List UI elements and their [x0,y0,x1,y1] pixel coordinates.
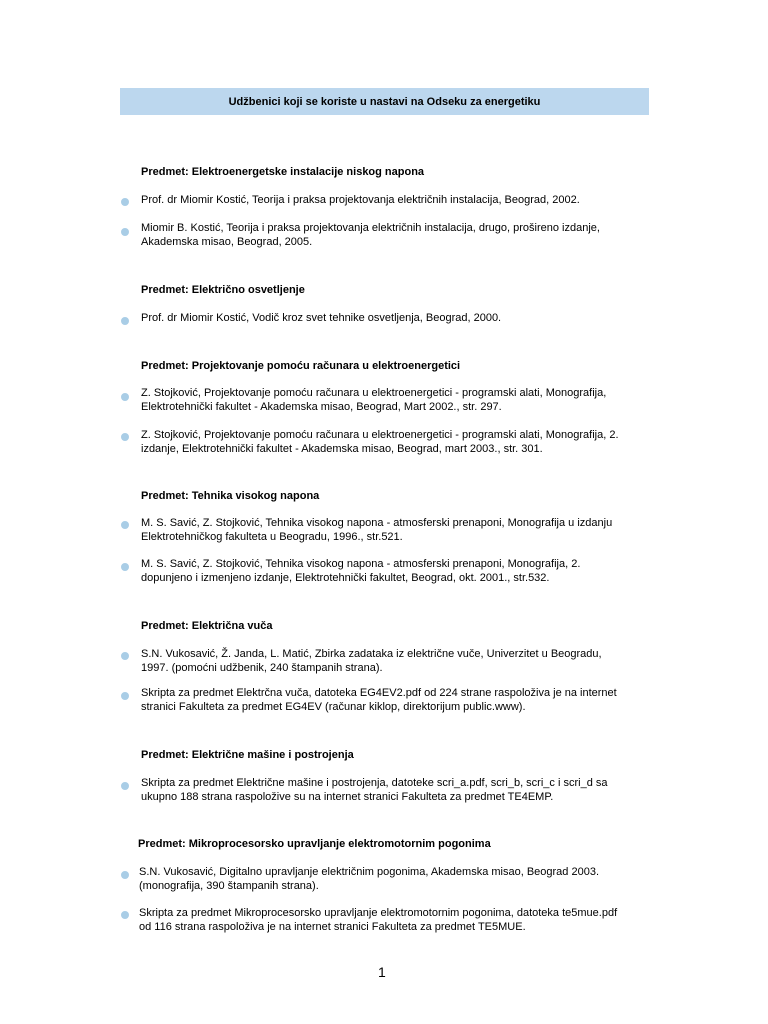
bullet-icon [121,228,129,236]
list-item-text: Skripta za predmet Mikroprocesorsko upravljanje elektromotornim pogonima, datoteka te5mue.pdf od 116 strana raspoloživa je na internet stranici Fakulteta za predmet TE5MUE. [139,907,618,933]
bullet-icon [121,652,129,660]
list-item-text: Prof. dr Miomir Kostić, Teorija i praksa projektovanja električnih instalacija, Beograd, 2002. [141,194,580,206]
list-item-text: Z. Stojković, Projektovanje pomoću računara u elektroenergetici - programski alati, Monografija, 2. izdanje, Elektrotehnički fakultet - Akademska misao, Beograd, mart 2003., str. 301. [141,429,619,455]
bullet-icon [121,521,129,529]
list-item-text: M. S. Savić, Z. Stojković, Tehnika visokog napona - atmosferski prenaponi, Monografija, 2. dopunjeno i izmenjeno izdanje, Elektrotehnički fakultet, Beograd, okt. 2001., str.532. [141,558,581,584]
bullet-icon [121,433,129,441]
bullet-icon [121,911,129,919]
bullet-icon [121,393,129,401]
page-number: 1 [378,964,386,980]
section-heading: Predmet: Električna vuča [141,620,273,632]
bullet-icon [121,782,129,790]
bullet-icon [121,317,129,325]
section-heading: Predmet: Tehnika visokog napona [141,490,320,502]
document-title [120,88,649,115]
bullet-icon [121,871,129,879]
bullet-icon [121,563,129,571]
list-item-text: M. S. Savić, Z. Stojković, Tehnika visokog napona - atmosferski prenaponi, Monografija u izdanju Elektrotehničkog fakulteta u Beogradu, 1996., str.521. [141,517,613,543]
list-item-text: S.N. Vukosavić, Ž. Janda, L. Matić, Zbirka zadataka iz električne vuče, Univerzitet u Beogradu, 1997. (pomoćni udžbenik, 240 štampanih strana). [141,648,602,674]
section-heading: Predmet: Elektroenergetske instalacije niskog napona [141,166,425,178]
section-heading: Predmet: Električne mašine i postrojenja [141,749,354,761]
list-item-text: Skripta za predmet Elektrčna vuča, datoteka EG4EV2.pdf od 224 strane raspoloživa je na internet stranici Fakulteta za predmet EG4EV (računar kiklop, direktorijum public.www). [141,687,617,713]
section-heading: Predmet: Električno osvetljenje [141,284,305,296]
list-item-text: Skripta za predmet Električne mašine i postrojenja, datoteke scri_a.pdf, scri_b, scri_c i scri_d sa ukupno 188 strana raspoložive su na internet stranici Fakulteta za predmet TE4EMP. [141,777,608,803]
bullet-icon [121,198,129,206]
list-item-text: Z. Stojković, Projektovanje pomoću računara u elektroenergetici - programski alati, Monografija, Elektrotehnički fakultet - Akademska misao, Beograd, Mart 2002., str. 297. [141,387,607,413]
list-item-text: S.N. Vukosavić, Digitalno upravljanje električnim pogonima, Akademska misao, Beograd 2003. (monografija, 390 štampanih strana). [139,866,599,892]
section-heading: Predmet: Projektovanje pomoću računara u elektroenergetici [141,360,461,372]
section-heading: Predmet: Mikroprocesorsko upravljanje elektromotornim pogonima [138,838,491,850]
list-item-text: Miomir B. Kostić, Teorija i praksa projektovanja električnih instalacija, drugo, prošireno izdanje, Akademska misao, Beograd, 2005. [141,222,600,248]
list-item-text: Prof. dr Miomir Kostić, Vodič kroz svet tehnike osvetljenja, Beograd, 2000. [141,312,502,324]
document-title-text: Udžbenici koji se koriste u nastavi na Odseku za energetiku [228,95,541,108]
bullet-icon [121,692,129,700]
